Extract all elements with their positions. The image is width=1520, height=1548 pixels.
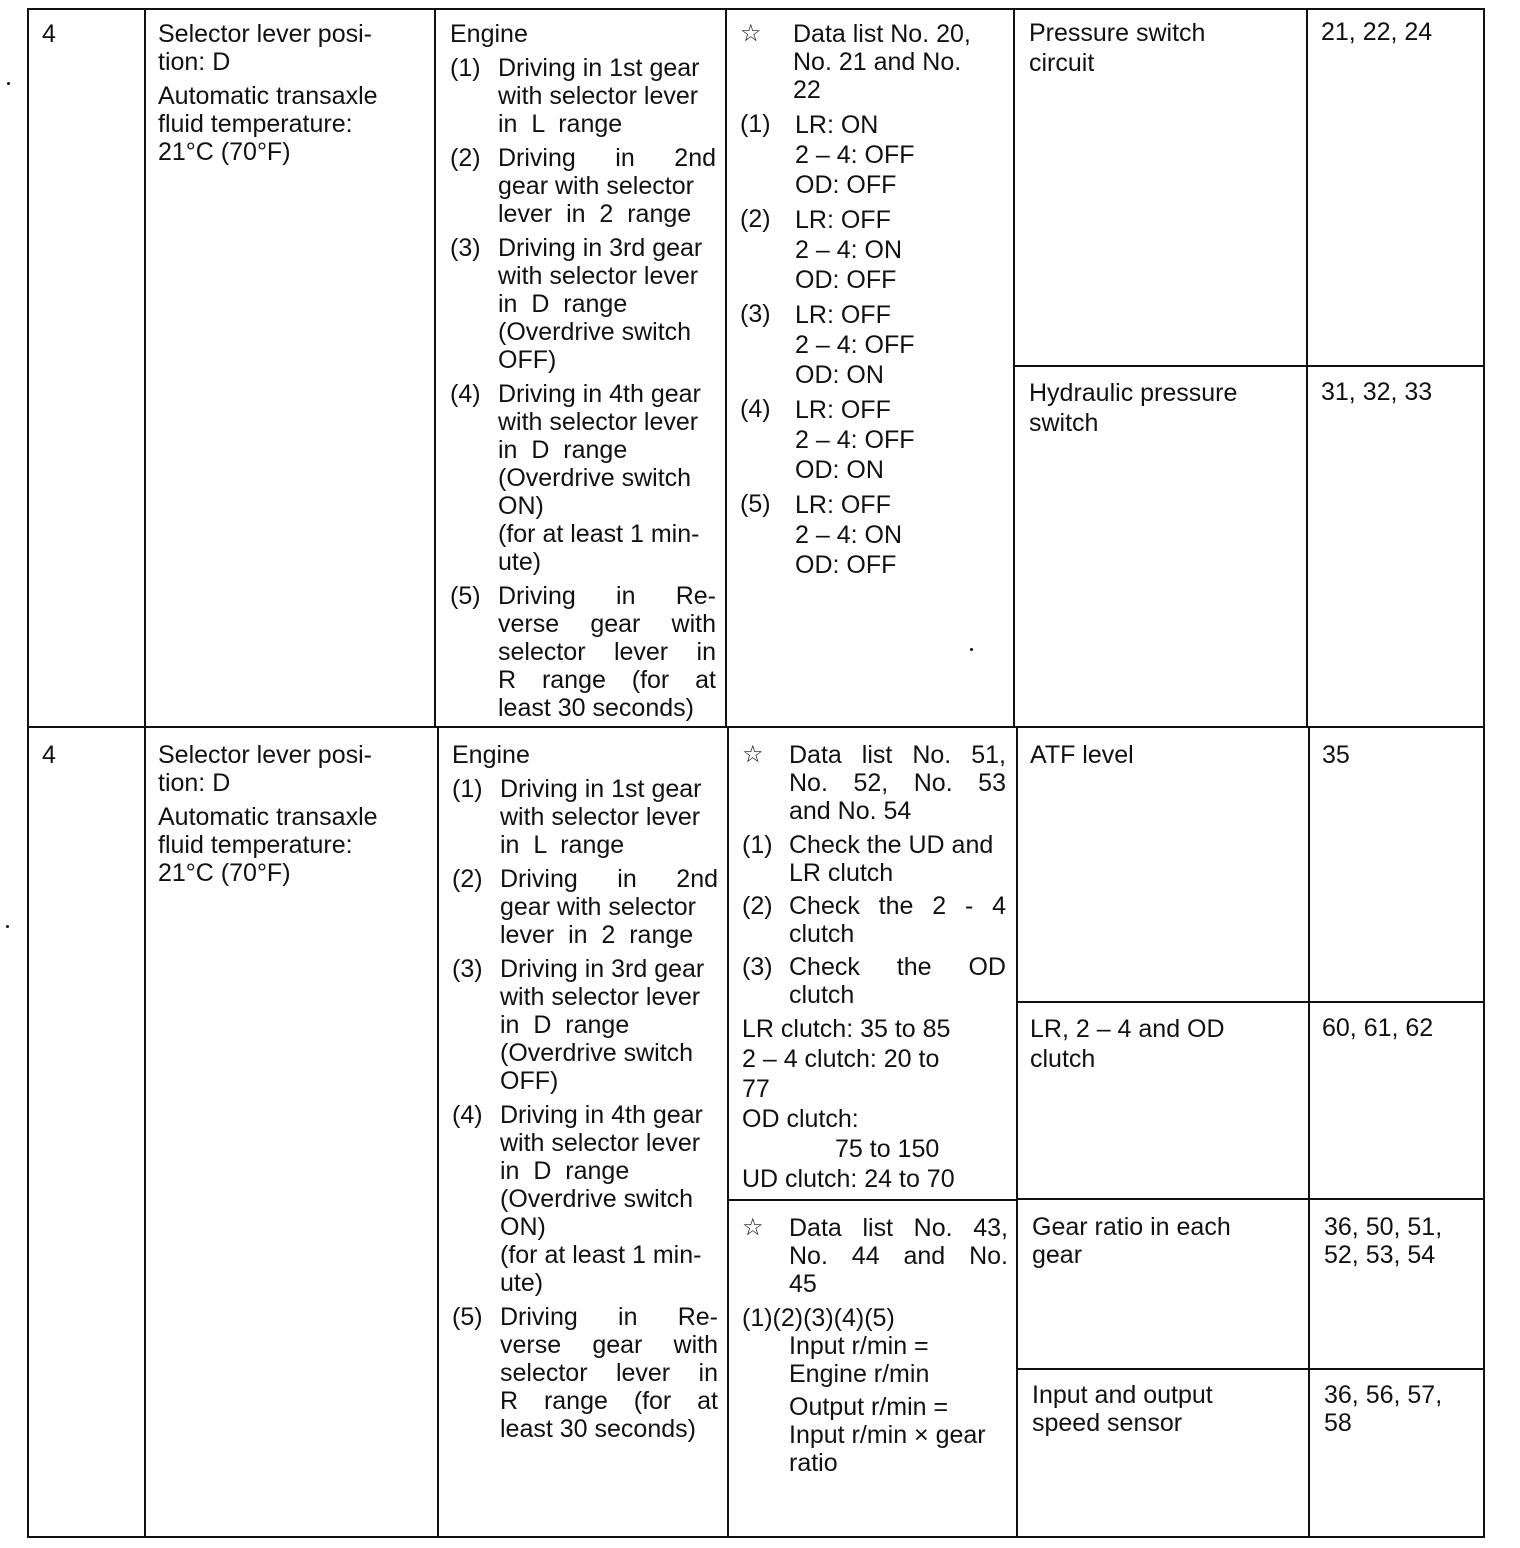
item-line: selector lever in bbox=[500, 1359, 718, 1387]
col-divider bbox=[1016, 727, 1018, 1538]
standard-item bbox=[740, 490, 1004, 580]
row-2-check-item-1 bbox=[1030, 741, 1300, 769]
test-item bbox=[450, 582, 716, 722]
test-header: Engine bbox=[452, 741, 530, 769]
item-number: (5) bbox=[740, 490, 771, 518]
item-line: LR: OFF bbox=[795, 301, 891, 329]
row-2-check-item-4 bbox=[1032, 1381, 1302, 1437]
item-number: (1) bbox=[742, 831, 773, 859]
check-item-line: Pressure switch bbox=[1029, 19, 1206, 47]
item-line: with selector lever bbox=[498, 408, 699, 436]
col-divider bbox=[1308, 727, 1310, 1538]
item-line: Driving in 2nd bbox=[500, 865, 718, 893]
item-line: OD: OFF bbox=[795, 266, 897, 294]
header-line: No. 21 and No. bbox=[793, 48, 962, 76]
check-item-line: Input and output bbox=[1032, 1381, 1213, 1409]
item-number: (3) bbox=[740, 300, 771, 328]
header-line: Data list No. 51, bbox=[789, 741, 1006, 769]
item-line: (Overdrive switch bbox=[500, 1039, 694, 1067]
item-line: OD: OFF bbox=[795, 551, 897, 579]
item-line: Driving in 3rd gear bbox=[500, 955, 705, 983]
item-line: 2 – 4: OFF bbox=[795, 331, 915, 359]
col-divider bbox=[1306, 8, 1308, 728]
value-line: LR clutch: 35 to 85 bbox=[742, 1015, 951, 1043]
item-line: verse gear with bbox=[498, 610, 716, 638]
item-number: (2) bbox=[450, 144, 481, 172]
scan-speck bbox=[6, 925, 9, 928]
item-line: lever in 2 range bbox=[500, 921, 694, 949]
check-item-line: circuit bbox=[1029, 49, 1095, 77]
check-item-line: ATF level bbox=[1030, 741, 1134, 769]
test-item bbox=[450, 380, 716, 576]
test-item bbox=[450, 144, 716, 228]
item-line: LR clutch bbox=[789, 859, 894, 887]
item-number: (1) bbox=[450, 54, 481, 82]
item-line: with selector lever bbox=[498, 82, 699, 110]
condition-line: Selector lever posi- bbox=[158, 741, 372, 769]
reference-line: 52, 53, 54 bbox=[1324, 1241, 1436, 1269]
value-line: 75 to 150 bbox=[835, 1135, 940, 1163]
header-line: 22 bbox=[793, 76, 821, 104]
condition-line: 21°C (70°F) bbox=[158, 859, 291, 887]
reference-text: 31, 32, 33 bbox=[1321, 378, 1433, 406]
item-line: (Overdrive switch bbox=[498, 318, 692, 346]
item-line: 2 – 4: OFF bbox=[795, 426, 915, 454]
item-line: OFF) bbox=[498, 346, 557, 374]
item-line: with selector lever bbox=[500, 803, 701, 831]
reference-line: 58 bbox=[1324, 1409, 1352, 1437]
standard-item bbox=[740, 395, 1004, 485]
item-line: R range (for at bbox=[498, 666, 716, 694]
row-2-reference-4 bbox=[1324, 1381, 1479, 1437]
item-line: (Overdrive switch bbox=[500, 1185, 694, 1213]
reference-text: 21, 22, 24 bbox=[1321, 18, 1433, 46]
test-item bbox=[452, 1101, 718, 1297]
condition-line: tion: D bbox=[158, 769, 231, 797]
header-line: No. 52, No. 53 bbox=[789, 769, 1006, 797]
formula-line: ratio bbox=[789, 1449, 838, 1477]
item-line: clutch bbox=[789, 981, 855, 1009]
item-line: Driving in 3rd gear bbox=[498, 234, 703, 262]
check-item-line: gear bbox=[1032, 1241, 1083, 1269]
col-divider bbox=[434, 8, 436, 728]
check-item-line: Hydraulic pressure bbox=[1029, 379, 1238, 407]
header-line: No. 44 and No. bbox=[789, 1242, 1008, 1270]
row-1-check-item-2 bbox=[1029, 378, 1299, 438]
test-item bbox=[450, 54, 716, 138]
standard-header bbox=[742, 1214, 1008, 1298]
col-divider bbox=[725, 8, 727, 728]
reference-text: 35 bbox=[1322, 741, 1350, 769]
row-number-text: 4 bbox=[42, 741, 56, 769]
item-number: (4) bbox=[452, 1101, 483, 1129]
check-item-line: clutch bbox=[1030, 1045, 1096, 1073]
item-line: ute) bbox=[498, 548, 542, 576]
item-number: (5) bbox=[452, 1303, 483, 1331]
star-icon: ☆ bbox=[742, 741, 764, 768]
row-1-check-item-1 bbox=[1029, 18, 1299, 78]
item-line: R range (for at bbox=[500, 1387, 718, 1415]
item-line: Driving in Re- bbox=[498, 582, 716, 610]
item-line: LR: OFF bbox=[795, 491, 891, 519]
item-line: Driving in Re- bbox=[500, 1303, 718, 1331]
formula-line: Input r/min × gear bbox=[789, 1421, 986, 1449]
test-item bbox=[452, 775, 718, 859]
row-2-number bbox=[42, 741, 56, 769]
reference-text: 60, 61, 62 bbox=[1322, 1014, 1434, 1042]
item-number: (3) bbox=[450, 234, 481, 262]
item-line: verse gear with bbox=[500, 1331, 718, 1359]
row-2-test-procedure bbox=[452, 741, 718, 1443]
item-line: Check the UD and bbox=[789, 831, 994, 859]
item-line: gear with selector bbox=[500, 893, 696, 921]
formula-line: Input r/min = bbox=[789, 1332, 929, 1360]
condition-line: 21°C (70°F) bbox=[158, 138, 291, 166]
value-line: 77 bbox=[742, 1075, 770, 1103]
item-line: with selector lever bbox=[500, 1129, 701, 1157]
check-item-line: speed sensor bbox=[1032, 1409, 1183, 1437]
value-line: UD clutch: 24 to 70 bbox=[742, 1165, 955, 1193]
star-icon: ☆ bbox=[740, 20, 762, 47]
col-divider bbox=[727, 727, 729, 1538]
standard-item bbox=[740, 205, 1004, 295]
scan-speck bbox=[970, 648, 973, 651]
row-2-standard-gear-ratio bbox=[742, 1214, 1008, 1477]
item-line: selector lever in bbox=[498, 638, 716, 666]
row-1-condition bbox=[158, 20, 426, 166]
row-1-standard bbox=[740, 20, 1004, 580]
item-line: gear with selector bbox=[498, 172, 694, 200]
col-divider bbox=[437, 727, 439, 1538]
row-1-number bbox=[42, 20, 56, 48]
item-line: in D range bbox=[498, 436, 628, 464]
item-line: in L range bbox=[498, 110, 623, 138]
row-2-reference-2 bbox=[1322, 1014, 1477, 1042]
header-line: Data list No. 20, bbox=[793, 20, 971, 48]
row-divider bbox=[27, 726, 1485, 728]
row-2-check-item-2 bbox=[1030, 1014, 1300, 1074]
condition-line: fluid temperature: bbox=[158, 110, 353, 138]
item-number: (1) bbox=[452, 775, 483, 803]
condition-line: Automatic transaxle bbox=[158, 82, 378, 110]
item-line: Driving in 1st gear bbox=[498, 54, 700, 82]
item-line: 2 – 4: ON bbox=[795, 236, 902, 264]
row-1-reference-1 bbox=[1321, 18, 1476, 46]
item-line: least 30 seconds) bbox=[498, 694, 694, 722]
item-number: (1)(2)(3)(4)(5) bbox=[742, 1304, 895, 1332]
star-icon: ☆ bbox=[742, 1214, 764, 1241]
row-divider bbox=[1013, 365, 1485, 367]
item-line: Driving in 4th gear bbox=[500, 1101, 703, 1129]
standard-item bbox=[740, 300, 1004, 390]
test-item bbox=[452, 865, 718, 949]
item-line: least 30 seconds) bbox=[500, 1415, 696, 1443]
standard-item bbox=[742, 831, 1006, 887]
condition-line: Automatic transaxle bbox=[158, 803, 378, 831]
item-line: in D range bbox=[500, 1157, 630, 1185]
item-number: (3) bbox=[452, 955, 483, 983]
test-item bbox=[450, 234, 716, 374]
standard-header bbox=[740, 20, 1004, 104]
item-line: (Overdrive switch bbox=[498, 464, 692, 492]
row-2-check-item-3 bbox=[1032, 1213, 1302, 1269]
item-number: (2) bbox=[452, 865, 483, 893]
item-line: in D range bbox=[500, 1011, 630, 1039]
item-line: 2 – 4: OFF bbox=[795, 141, 915, 169]
row-divider bbox=[1016, 1001, 1485, 1003]
item-line: OD: ON bbox=[795, 456, 884, 484]
condition-line: fluid temperature: bbox=[158, 831, 353, 859]
item-line: LR: OFF bbox=[795, 206, 891, 234]
row-divider bbox=[1016, 1198, 1485, 1200]
header-line: and No. 54 bbox=[789, 797, 912, 825]
item-line: OD: ON bbox=[795, 361, 884, 389]
item-number: (3) bbox=[742, 953, 773, 981]
item-number: (4) bbox=[740, 395, 771, 423]
test-item bbox=[452, 955, 718, 1095]
test-header: Engine bbox=[450, 20, 528, 48]
item-number: (4) bbox=[450, 380, 481, 408]
item-line: lever in 2 range bbox=[498, 200, 692, 228]
value-line: 2 – 4 clutch: 20 to bbox=[742, 1045, 940, 1073]
reference-line: 36, 56, 57, bbox=[1324, 1381, 1443, 1409]
row-divider bbox=[727, 1199, 1018, 1201]
item-line: 2 – 4: ON bbox=[795, 521, 902, 549]
header-line: 45 bbox=[789, 1270, 817, 1298]
row-divider bbox=[1016, 1368, 1485, 1370]
row-2-standard-clutch-check bbox=[742, 741, 1006, 1009]
check-item-line: switch bbox=[1029, 409, 1099, 437]
condition-line: Selector lever posi- bbox=[158, 20, 372, 48]
value-line: OD clutch: bbox=[742, 1105, 859, 1133]
formula bbox=[742, 1332, 1008, 1477]
item-line: with selector lever bbox=[498, 262, 699, 290]
row-2-standard-clutch-values bbox=[742, 1014, 1010, 1194]
item-line: in L range bbox=[500, 831, 625, 859]
item-line: with selector lever bbox=[500, 983, 701, 1011]
scan-speck bbox=[7, 82, 10, 85]
col-divider bbox=[144, 8, 146, 1538]
item-line: LR: ON bbox=[795, 111, 879, 139]
item-line: Driving in 1st gear bbox=[500, 775, 702, 803]
formula-line: Engine r/min bbox=[789, 1360, 930, 1388]
item-line: ON) bbox=[498, 492, 544, 520]
standard-item bbox=[742, 892, 1006, 948]
item-line: ON) bbox=[500, 1213, 546, 1241]
item-line: Check the OD bbox=[789, 953, 1006, 981]
standard-header bbox=[742, 741, 1006, 825]
item-line: OFF) bbox=[500, 1067, 559, 1095]
row-2-reference-1 bbox=[1322, 741, 1477, 769]
item-line: ute) bbox=[500, 1269, 544, 1297]
col-divider bbox=[1013, 8, 1015, 728]
item-line: Driving in 2nd bbox=[498, 144, 716, 172]
item-line: in D range bbox=[498, 290, 628, 318]
item-line: LR: OFF bbox=[795, 396, 891, 424]
reference-line: 36, 50, 51, bbox=[1324, 1213, 1443, 1241]
row-1-test-procedure bbox=[450, 20, 716, 722]
standard-item bbox=[740, 110, 1004, 200]
item-line: Driving in 4th gear bbox=[498, 380, 701, 408]
row-1-reference-2 bbox=[1321, 378, 1476, 406]
check-item-line: Gear ratio in each bbox=[1032, 1213, 1231, 1241]
item-number: (2) bbox=[742, 892, 773, 920]
header-line: Data list No. 43, bbox=[789, 1214, 1008, 1242]
row-number-text: 4 bbox=[42, 20, 56, 48]
item-number: (2) bbox=[740, 205, 771, 233]
row-2-reference-3 bbox=[1324, 1213, 1479, 1269]
check-item-line: LR, 2 – 4 and OD bbox=[1030, 1015, 1225, 1043]
row-2-condition bbox=[158, 741, 428, 887]
condition-line: tion: D bbox=[158, 48, 231, 76]
item-line: (for at least 1 min- bbox=[498, 520, 700, 548]
formula-line: Output r/min = bbox=[789, 1393, 949, 1421]
item-number: (1) bbox=[740, 110, 771, 138]
item-line: OD: OFF bbox=[795, 171, 897, 199]
item-line: clutch bbox=[789, 920, 855, 948]
item-line: (for at least 1 min- bbox=[500, 1241, 702, 1269]
test-item bbox=[452, 1303, 718, 1443]
item-number: (5) bbox=[450, 582, 481, 610]
standard-item bbox=[742, 953, 1006, 1009]
item-line: Check the 2 - 4 bbox=[789, 892, 1006, 920]
